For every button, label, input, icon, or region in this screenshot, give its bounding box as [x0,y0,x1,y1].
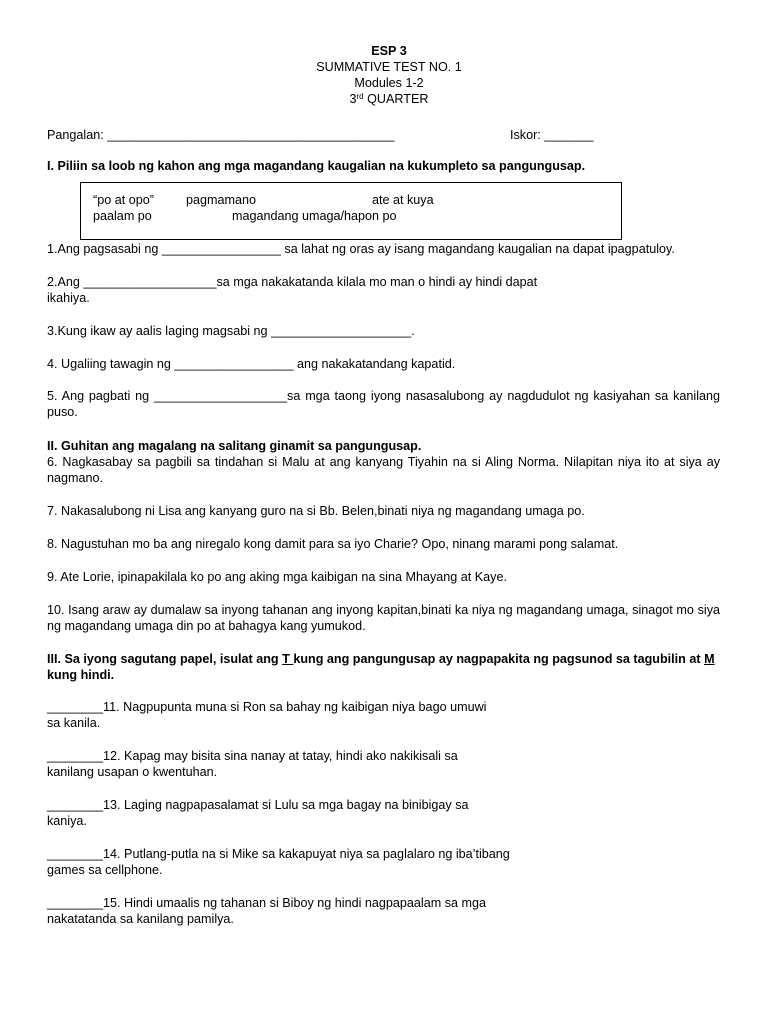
part1-instruction: I. Piliin sa loob ng kahon ang mga magandang kaugalian na kukumpleto sa pangungusap. [47,159,586,173]
question-15-cont: nakatatanda sa kanilang pamilya. [47,912,234,926]
question-11: ________11. Nagpupunta muna si Ron sa bahay ng kaibigan niya bago umuwi [47,700,487,714]
question-2-cont: ikahiya. [47,291,90,305]
choice-item: pagmamano [186,193,257,207]
letter-t: T [282,652,294,666]
question-6: 6. Nagkasabay sa pagbili sa tindahan si Malu at ang kanyang Tiyahin na si Aling Norma. Nilapitan niya ito at siya ay nagmano. [47,455,720,485]
part3-instruction [47,651,720,683]
quarter-number: 3 [349,92,357,106]
subject-title: ESP 3 [371,44,407,58]
question-2: 2.Ang ___________________sa mga nakakatanda kilala mo man o hindi ay hindi dapat [47,275,538,289]
question-11-cont: sa kanila. [47,716,101,730]
question-1: 1.Ang pagsasabi ng _________________ sa lahat ng oras ay isang magandang kaugalian na dapat ipagpatuloy. [47,242,675,256]
part3-instruction-end: kung hindi. [47,668,115,682]
part2-instruction: II. Guhitan ang magalang na salitang ginamit sa pangungusap. [47,439,422,453]
choice-item: “po at opo” [93,193,154,207]
choice-item: paalam po [93,209,152,223]
name-blank[interactable]: _________________________________________ [107,128,395,142]
part3-instruction-start: III. Sa iyong sagutang papel, isulat ang [47,652,283,666]
letter-m: M [704,652,715,666]
score-label: Iskor: [510,128,541,142]
score-field[interactable] [510,127,593,143]
question-15: ________15. Hindi umaalis ng tahanan si Biboy ng hindi nagpapaalam sa mga [47,896,486,910]
question-14-cont: games sa cellphone. [47,863,163,877]
question-8: 8. Nagustuhan mo ba ang niregalo kong damit para sa iyo Charie? Opo, ninang marami pong salamat. [47,537,619,551]
choice-item: ate at kuya [372,193,434,207]
quarter-ordinal: rd [356,92,364,101]
question-13: ________13. Laging nagpapasalamat si Lulu sa mga bagay na binibigay sa [47,798,469,812]
choices-box [80,182,622,240]
question-12: ________12. Kapag may bisita sina nanay at tatay, hindi ako nakikisali sa [47,749,458,763]
question-13-cont: kaniya. [47,814,87,828]
question-3: 3.Kung ikaw ay aalis laging magsabi ng ____________________. [47,324,415,338]
question-4: 4. Ugaliing tawagin ng _________________ ang nakakatandang kapatid. [47,357,456,371]
question-12-cont: kanilang usapan o kwentuhan. [47,765,218,779]
test-header [0,43,768,107]
modules-label: Modules 1-2 [354,76,424,90]
name-field[interactable] [47,127,394,143]
part3-instruction-mid: kung ang pangungusap ay nagpapakita ng pagsunod sa tagubilin at [293,652,705,666]
score-blank[interactable]: _______ [544,128,594,142]
name-label: Pangalan: [47,128,104,142]
question-9: 9. Ate Lorie, ipinapakilala ko po ang aking mga kaibigan na sina Mhayang at Kaye. [47,570,507,584]
choice-item: magandang umaga/hapon po [232,209,397,223]
quarter-label [0,91,768,107]
question-10: 10. Isang araw ay dumalaw sa inyong tahanan ang inyong kapitan,binati ka niya ng magandang umaga, sinagot mo siya ng magandang umaga din po at bahagya kang yumukod. [47,603,720,633]
test-title: SUMMATIVE TEST NO. 1 [316,60,462,74]
quarter-word: QUARTER [367,92,429,106]
question-7: 7. Nakasalubong ni Lisa ang kanyang guro na si Bb. Belen,binati niya ng magandang umaga po. [47,504,585,518]
question-14: ________14. Putlang-putla na si Mike sa kakapuyat niya sa paglalaro ng iba’tibang [47,847,510,861]
question-5: 5. Ang pagbati ng ___________________sa mga taong iyong nasasalubong ay nagdudulot ng kasiyahan sa kanilang puso. [47,389,720,419]
